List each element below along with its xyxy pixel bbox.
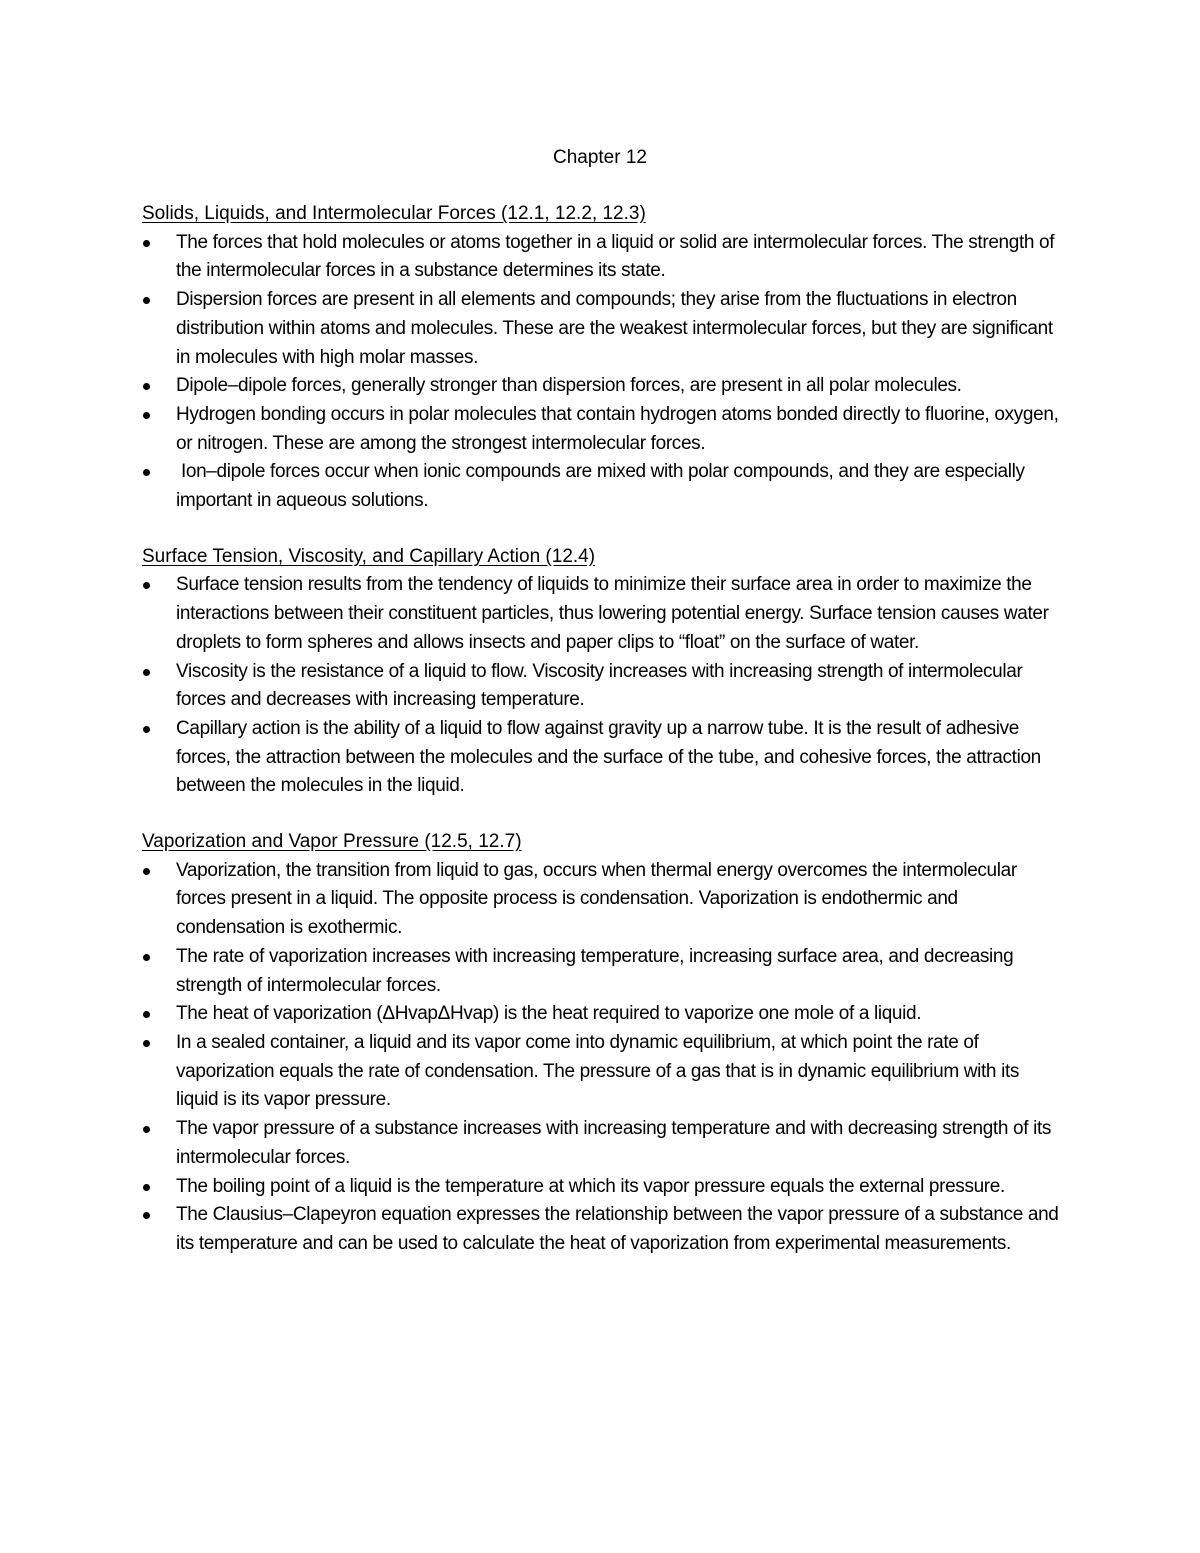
bullet-item xyxy=(142,658,1060,715)
bullet-text: The rate of vaporization increases with increasing temperature, increasing surface area, and decreasing strength of intermolecular forces. xyxy=(176,945,1014,996)
bullet-dot-icon xyxy=(143,1212,150,1219)
section-vaporization xyxy=(142,828,1060,1259)
bullet-item xyxy=(142,715,1060,801)
bullet-text: Hydrogen bonding occurs in polar molecules that contain hydrogen atoms bonded directly to fluorine, oxygen, or nitrogen. These are among the strongest intermolecular forces. xyxy=(176,403,1059,454)
bullet-dot-icon xyxy=(143,868,150,875)
bullet-text: Dispersion forces are present in all elements and compounds; they arise from the fluctuations in electron distribution within atoms and molecules. These are the weakest intermolecular forces, but they are significant in molecules with high molar masses. xyxy=(176,289,1053,368)
bullet-dot-icon xyxy=(143,469,150,476)
bullet-item xyxy=(142,229,1060,286)
bullet-dot-icon xyxy=(143,383,150,390)
bullet-list xyxy=(142,571,1060,801)
bullet-dot-icon xyxy=(143,582,150,589)
bullet-text: In a sealed container, a liquid and its vapor come into dynamic equilibrium, at which point the rate of vaporization equals the rate of condensation. The pressure of a gas that is in dynamic equilibrium with its liquid is its vapor pressure. xyxy=(176,1031,1020,1111)
section-heading: Vaporization and Vapor Pressure (12.5, 12.7) xyxy=(142,831,522,853)
bullet-dot-icon xyxy=(143,1040,150,1047)
bullet-dot-icon xyxy=(143,240,150,247)
chapter-title: Chapter 12 xyxy=(552,147,647,168)
bullet-dot-icon xyxy=(143,1184,150,1191)
bullet-text: The boiling point of a liquid is the temperature at which its vapor pressure equals the external pressure. xyxy=(176,1175,1005,1197)
bullet-text: The heat of vaporization (ΔHvapΔHvap) is the heat required to vaporize one mole of a liquid. xyxy=(176,1003,922,1025)
bullet-item xyxy=(142,1000,1060,1029)
bullet-dot-icon xyxy=(143,954,150,961)
bullet-text: The vapor pressure of a substance increases with increasing temperature and with decreasing strength of its intermolecular forces. xyxy=(176,1118,1052,1168)
bullet-list xyxy=(142,229,1060,516)
section-intermolecular-forces xyxy=(142,200,1060,516)
bullet-text: Vaporization, the transition from liquid to gas, occurs when thermal energy overcomes the intermolecular forces present in a liquid. The opposite process is condensation. Vaporization is endothermic and condensation is exothermic. xyxy=(176,859,1017,939)
bullet-dot-icon xyxy=(143,669,150,676)
bullet-list xyxy=(142,857,1060,1259)
bullet-text: The Clausius–Clapeyron equation expresses the relationship between the vapor pressure of a substance and its temperature and can be used to calculate the heat of vaporization from experimental measurements. xyxy=(176,1204,1059,1254)
bullet-text: Capillary action is the ability of a liquid to flow against gravity up a narrow tube. It is the result of adhesive forces, the attraction between the molecules and the surface of the tube, and cohesive forces, the attraction between the molecules in the liquid. xyxy=(176,717,1041,797)
bullet-item xyxy=(142,571,1060,657)
bullet-text: Surface tension results from the tendency of liquids to minimize their surface area in order to maximize the interactions between their constituent particles, thus lowering potential energy. Surface tension causes water droplets to form spheres and allows insects and paper clips to “float” on the surface of water. xyxy=(176,574,1049,653)
bullet-text: Ion–dipole forces occur when ionic compounds are mixed with polar compounds, and they are especially important in aqueous solutions. xyxy=(176,461,1030,512)
bullet-text: Dipole–dipole forces, generally stronger than dispersion forces, are present in all polar molecules. xyxy=(176,375,962,397)
bullet-item xyxy=(142,458,1060,515)
bullet-item xyxy=(142,1173,1060,1202)
bullet-item xyxy=(142,401,1060,458)
bullet-item xyxy=(142,372,1060,401)
bullet-item xyxy=(142,1201,1060,1258)
section-heading: Surface Tension, Viscosity, and Capillary Action (12.4) xyxy=(142,545,596,567)
section-heading: Solids, Liquids, and Intermolecular Forces (12.1, 12.2, 12.3) xyxy=(142,203,646,224)
section-surface-tension xyxy=(142,543,1060,801)
bullet-dot-icon xyxy=(143,297,150,304)
bullet-dot-icon xyxy=(143,726,150,733)
bullet-text: Viscosity is the resistance of a liquid to flow. Viscosity increases with increasing strength of intermolecular forces and decreases with increasing temperature. xyxy=(176,660,1023,711)
bullet-item xyxy=(142,1115,1060,1172)
bullet-item xyxy=(142,286,1060,372)
bullet-dot-icon xyxy=(143,1126,150,1133)
bullet-item xyxy=(142,1029,1060,1115)
bullet-dot-icon xyxy=(143,412,150,419)
bullet-item xyxy=(142,857,1060,943)
document-body xyxy=(142,200,1060,1286)
bullet-dot-icon xyxy=(143,1011,150,1018)
bullet-text: The forces that hold molecules or atoms together in a liquid or solid are intermolecular forces. The strength of the intermolecular forces in a substance determines its state. xyxy=(176,231,1055,282)
bullet-item xyxy=(142,943,1060,1000)
